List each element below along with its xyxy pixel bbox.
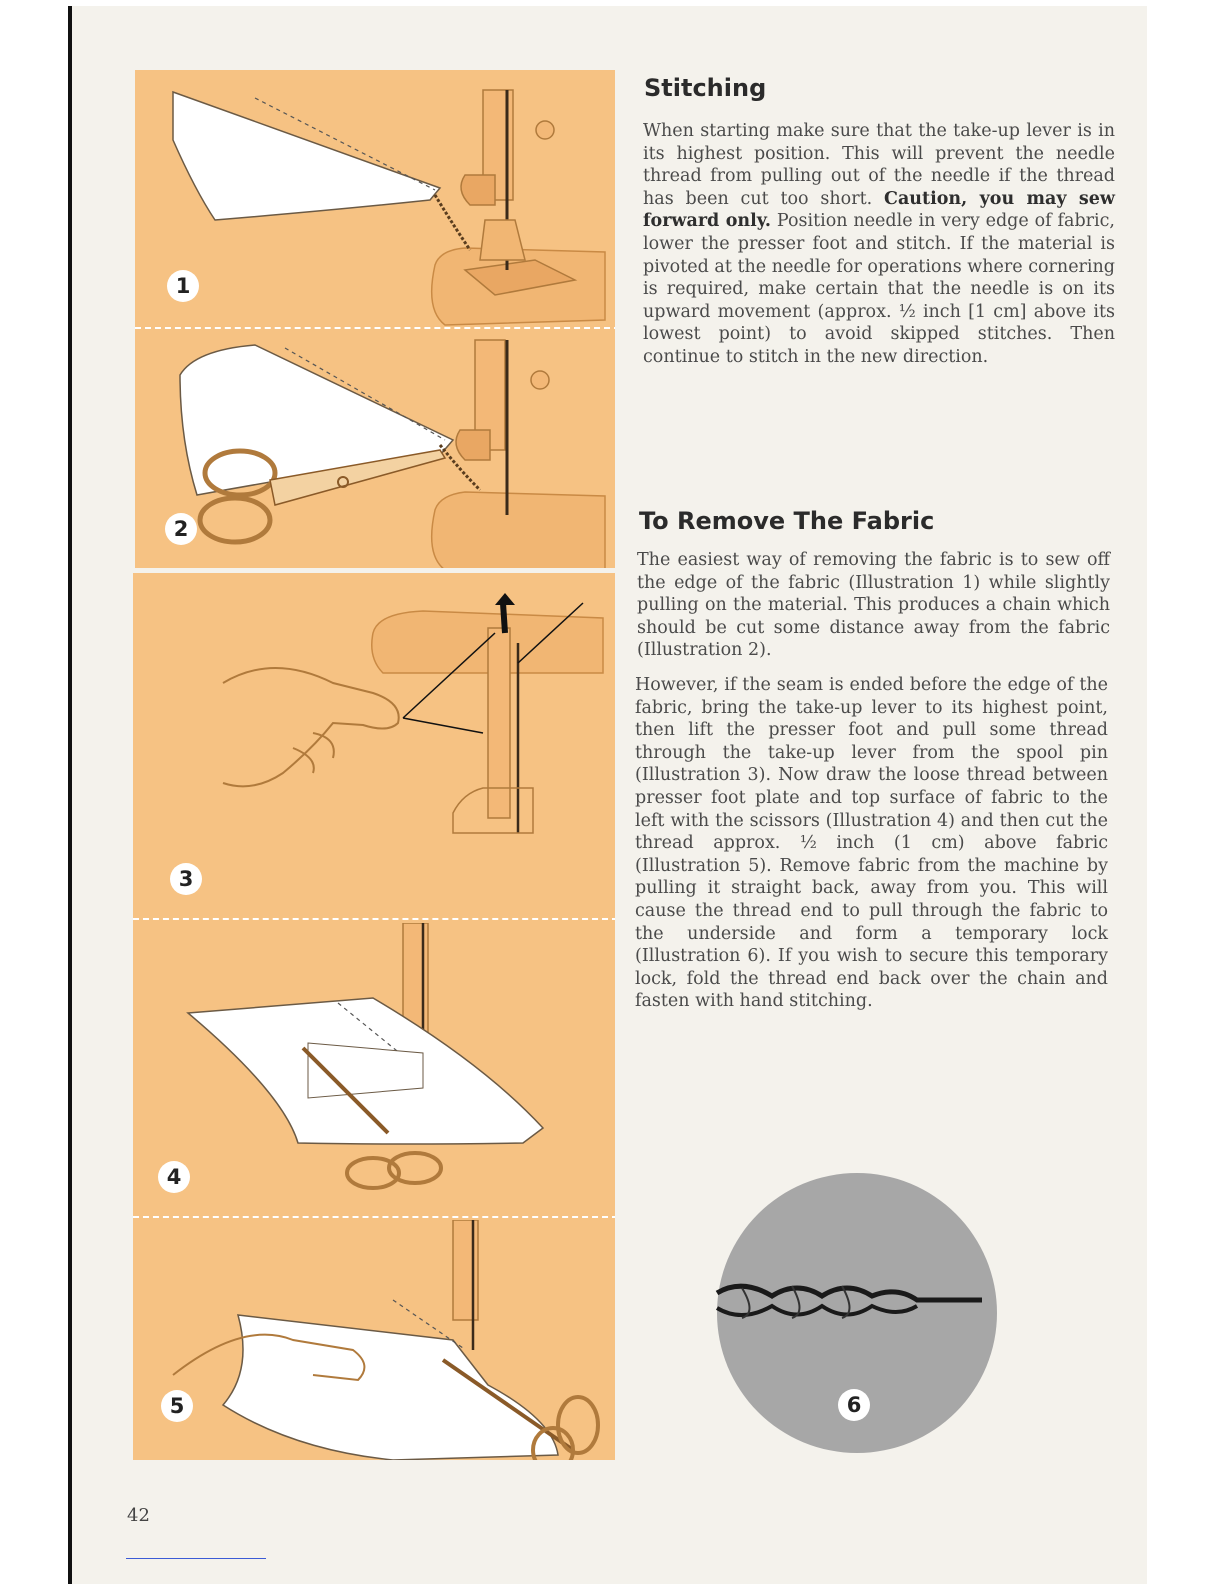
- remove-fabric-heading: To Remove The Fabric: [639, 507, 935, 535]
- illustration-panel-1-2: [135, 70, 615, 568]
- illustration-number-1: 1: [167, 270, 199, 302]
- panel-divider: [135, 327, 615, 329]
- sewing-illustration-4: [133, 923, 615, 1213]
- illustration-number-5: 5: [161, 1390, 193, 1422]
- illustration-number-3: 3: [170, 863, 202, 895]
- caution-text: Caution, you may sew forward only.: [643, 188, 1115, 232]
- remove-fabric-paragraph-2: However, if the seam is ended before the edge of the fabric, bring the take-up lever to its highest point, then lift the presser foot and pull some thread through the take-up lever from the spool pin (Illustration 3). Now draw the loose thread between presser foot plate and top surface of fabric to the left with the scissors (Illustration 4) and then cut the thread approx. ½ inch (1 cm) above fabric (Illustration 5). Remove fabric from the machine by pulling it straight back, away from you. This will cause the thread end to pull through the fabric to the underside and form a temporary lock (Illustration 6). If you wish to secure this temporary lock, fold the thread end back over the chain and fasten with hand stitching.: [635, 675, 1108, 1012]
- illustration-number-4: 4: [158, 1161, 190, 1193]
- stitching-heading: Stitching: [644, 74, 767, 102]
- panel-divider: [133, 1216, 615, 1218]
- chain-stitch-figure: [712, 1168, 1002, 1458]
- illustration-column: [125, 70, 615, 1460]
- stitching-paragraph: [643, 120, 1115, 369]
- sewing-illustration-3: [133, 573, 615, 843]
- stitching-text-after: Position needle in very edge of fabric, lower the presser foot and stitch. If the material is pivoted at the needle for operations where cornering is required, make certain that the needle is on its upward movement (approx. ½ inch [1 cm] above its lowest point) to avoid skipped stitches. Then continue to stitch in the new direction.: [643, 211, 1115, 367]
- illustration-number-2: 2: [165, 513, 197, 545]
- stitching-text-before: When starting make sure that the take-up lever is in its highest position. This will prevent the needle thread from pulling out of the needle if the thread has been cut too short.: [643, 121, 1115, 209]
- panel-divider: [133, 918, 615, 920]
- illustration-number-6: 6: [838, 1389, 870, 1421]
- sewing-illustration-5: [133, 1220, 615, 1460]
- remove-fabric-paragraph-1: The easiest way of removing the fabric is to sew off the edge of the fabric (Illustration 1) while slightly pulling on the material. This produces a chain which should be cut some distance away from the fabric (Illustration 2).: [637, 550, 1110, 661]
- sewing-illustration-2: [135, 330, 615, 568]
- page-number: 42: [127, 1505, 150, 1526]
- illustration-panel-3-5: [133, 573, 615, 1460]
- footer-line: [126, 1558, 266, 1559]
